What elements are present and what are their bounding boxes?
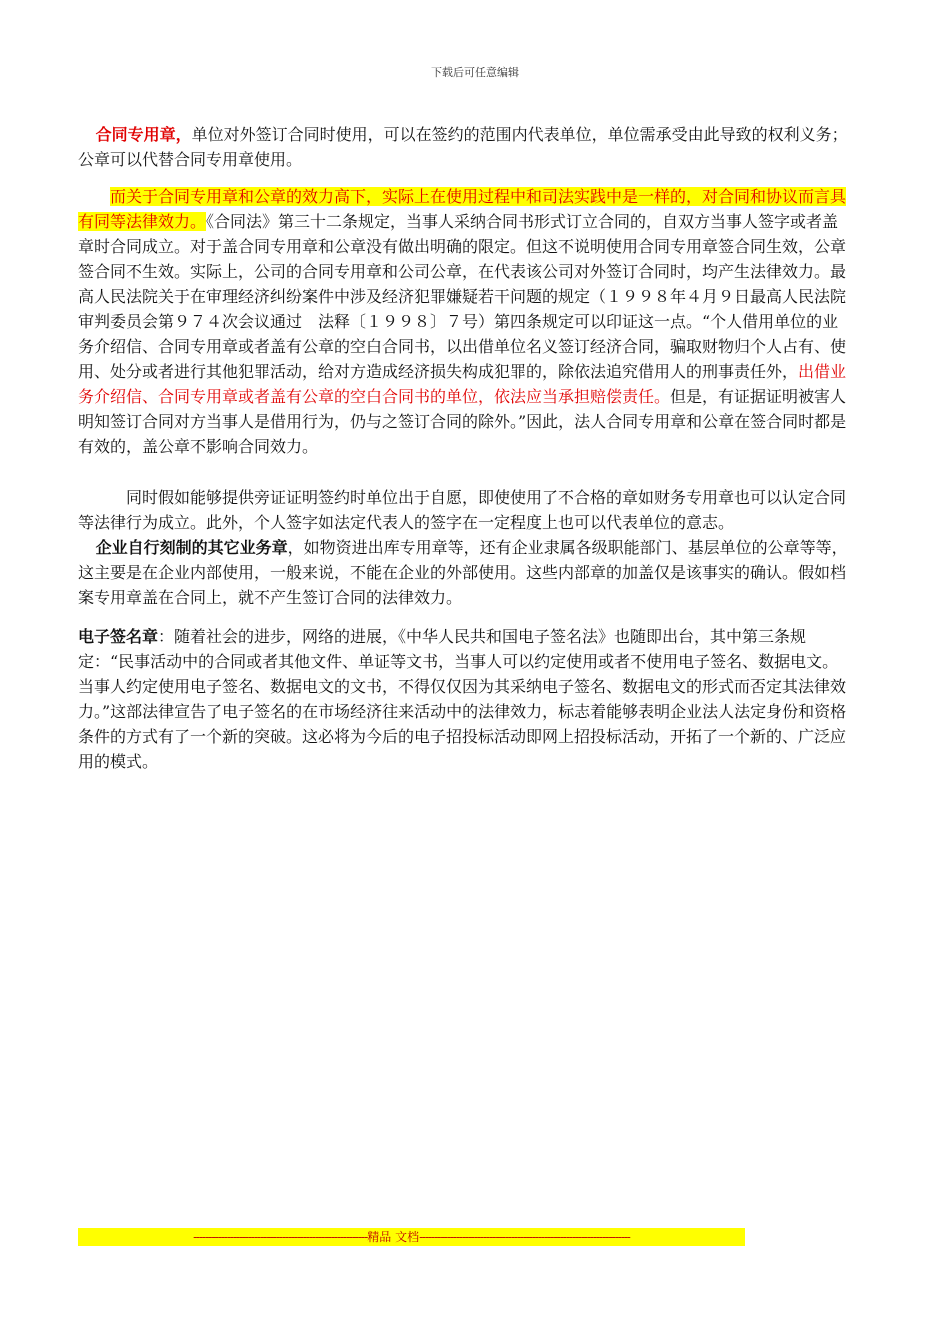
paragraph-voluntary [78, 485, 848, 535]
paragraph-text: ，如物资进出库专用章等，还有企业隶属各级职能部门、基层单位的公章等等，这主要是在企业内部使用，一般来说，不能在企业的外部使用。这些内部章的加盖仅是该事实的确认。假如档案专用章盖在合同上，就不产生签订合同的法律效力。 [78, 538, 848, 607]
paragraph-text: 但是，有证据证明被害人明知签订合同对方当事人是借用行为，仍与之签订合同的除外。”因此，法人合同专用章和公章在签合同时都是有效的，盖公章不影响合同效力。 [78, 387, 847, 456]
footer-label: 精品 文档 [367, 1230, 420, 1244]
paragraph-text: ：随着社会的进步，网络的进展，《中华人民共和国电子签名法》也随即出台，其中第三条规定：“民事活动中的合同或者其他文件、单证等文书，当事人可以约定使用或者不使用电子签名、数据电文。当事人约定使用电子签名、数据电文的文书，不得仅仅因为其采纳电子签名、数据电文的形式而否定其法律效力。”这部法律宣告了电子签名的在市场经济往来活动中的法律效力，标志着能够表明企业法人法定身份和资格条件的方式有了一个新的突破。这必将为今后的电子招投标活动即网上招投标活动，开拓了一个新的、广泛应用的模式。 [78, 627, 847, 771]
paragraph-text: 同时假如能够提供旁证证明签约时单位出于自愿，即使使用了不合格的章如财务专用章也可以认定合同等法律行为成立。此外，个人签字如法定代表人的签字在一定程度上也可以代表单位的意志。 [78, 488, 847, 532]
red-statement: 出借业务介绍信、合同专用章或者盖有公章的空白合同书的单位，依法应当承担赔偿责任。 [78, 362, 847, 406]
paragraph-text: 单位对外签订合同时使用，可以在签约的范围内代表单位，单位需承受由此导致的权利义务；公章可以代替合同专用章使用。 [78, 125, 848, 169]
page-header: 下载后可任意编辑 [431, 66, 519, 79]
highlighted-statement: 而关于合同专用章和公章的效力高下，实际上在使用过程中和司法实践中是一样的，对合同和协议而言具有同等法律效力。 [78, 187, 847, 231]
page-footer [78, 1228, 745, 1246]
footer-left-dashes: --------------------------------------------------------- [193, 1230, 368, 1244]
footer-right-dashes: --------------------------------------------------------------------- [419, 1230, 630, 1244]
term-contract-seal: 合同专用章， [95, 125, 192, 144]
term-electronic-seal: 电子签名章 [78, 627, 159, 646]
term-business-seals: 企业自行刻制的其它业务章 [95, 538, 288, 557]
document-body [78, 122, 848, 774]
paragraph-contract-seal [78, 122, 848, 172]
paragraph-text: 《合同法》第三十二条规定，当事人采纳合同书形式订立合同的，自双方当事人签字或者盖章时合同成立。对于盖合同专用章和公章没有做出明确的限定。但这不说明使用合同专用章签合同生效，公章签合同不生效。实际上，公司的合同专用章和公司公章，在代表该公司对外签订合同时，均产生法律效力。最高人民法院关于在审理经济纠纷案件中涉及经济犯罪嫌疑若干问题的规定（１９９８年４月９日最高人民法院审判委员会第９７４次会议通过 法释〔１９９８〕７号）第四条规定可以印证这一点。“个人借用单位的业务介绍信、合同专用章或者盖有公章的空白合同书，以出借单位名义签订经济合同，骗取财物归个人占有、使用、处分或者进行其他犯罪活动，给对方造成经济损失构成犯罪的，除依法追究借用人的刑事责任外， [78, 212, 847, 381]
paragraph-electronic-seal [78, 624, 848, 774]
paragraph-business-seals [78, 535, 848, 610]
paragraph-seal-validity [78, 184, 848, 459]
